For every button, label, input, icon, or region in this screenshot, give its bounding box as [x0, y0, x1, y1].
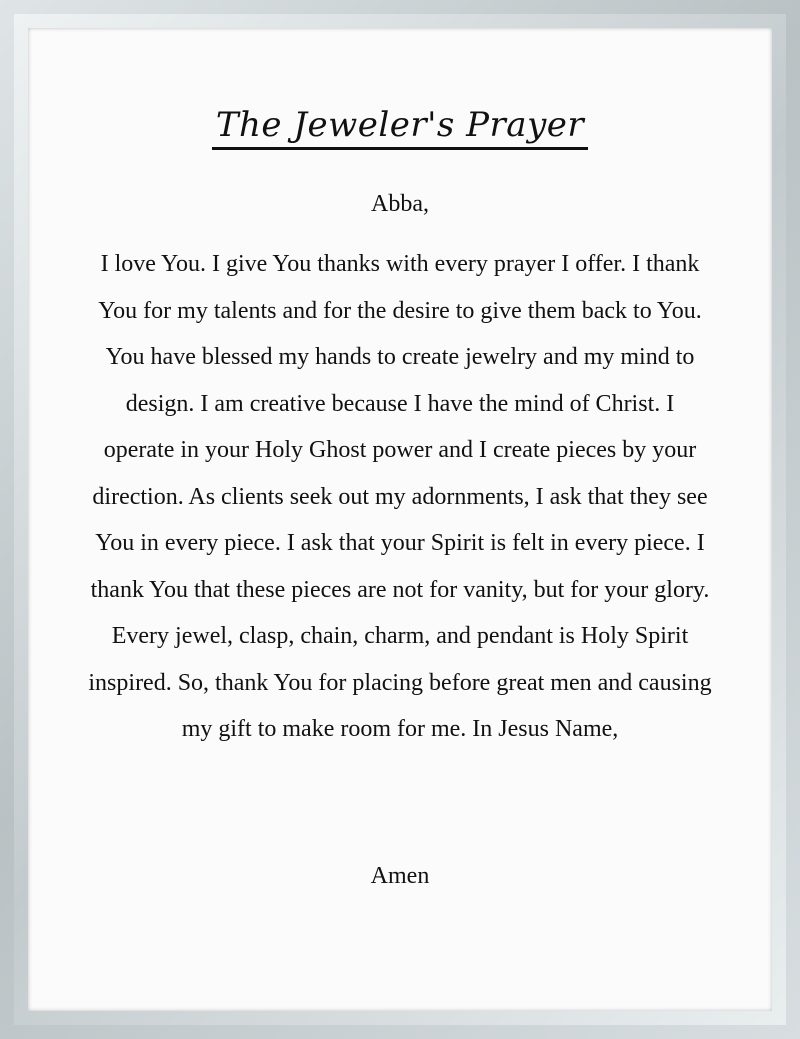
greeting-text: Abba, — [371, 191, 429, 217]
title-container — [28, 106, 772, 150]
document-title: The Jeweler's Prayer — [212, 106, 588, 150]
closing-text: Amen — [370, 863, 430, 889]
prayer-body: I love You. I give You thanks with every prayer I offer. I thank You for my talents and for the desire to give them back to You. You have blessed my hands to create jewelry and my mind to design. I am creative because I have the mind of Christ. I operate in your Holy Ghost power and I create pieces by your direction. As clients seek out my adornments, I ask that they see You in every piece. I ask that your Spirit is felt in every piece. I thank You that these pieces are not for vanity, but for your glory. Every jewel, clasp, chain, charm, and pendant is Holy Spirit inspired. So, thank You for placing before great men and causing my gift to make room for me. In Jesus Name, — [88, 251, 712, 742]
prayer-paper — [28, 28, 772, 1011]
